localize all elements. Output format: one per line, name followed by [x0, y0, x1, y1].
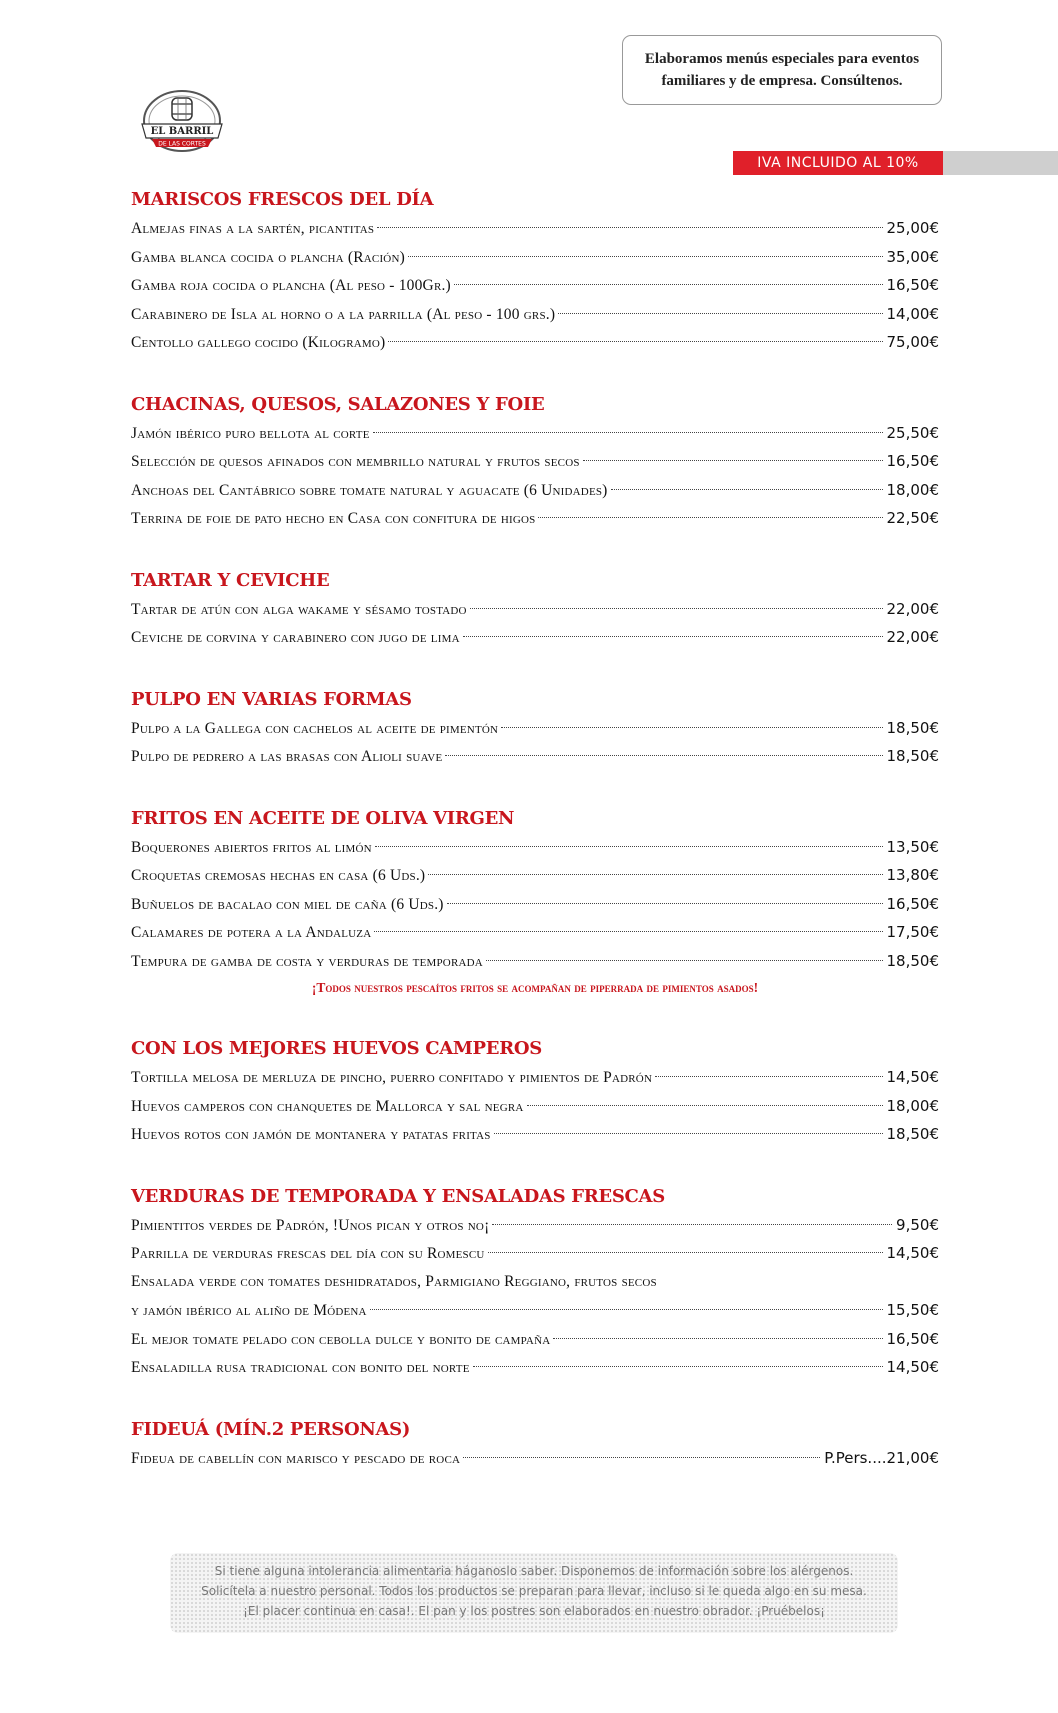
footer-line-3: ¡El placer continua en casa!. El pan y los postres son elaborados en nuestro obrador. ¡Pruébelos¡	[243, 1604, 825, 1618]
iva-label: IVA INCLUIDO AL 10%	[733, 151, 943, 175]
dot-leader	[377, 227, 882, 228]
item-price: 35,00€	[886, 247, 939, 266]
menu-item	[131, 419, 939, 448]
item-price: P.Pers....21,00€	[824, 1448, 939, 1467]
iva-banner	[733, 151, 1058, 175]
dot-leader	[463, 1457, 820, 1458]
item-price: 18,50€	[886, 747, 939, 765]
item-name: Gamba roja cocida o plancha (Al peso - 100Gr.)	[131, 277, 451, 294]
item-name: Jamón ibérico puro bellota al corte	[131, 424, 370, 442]
item-name: Ceviche de corvina y carabinero con jugo de lima	[131, 629, 460, 646]
item-price: 14,50€	[886, 1244, 939, 1262]
dot-leader	[370, 1309, 883, 1310]
dot-leader	[611, 489, 883, 490]
dot-leader	[488, 1252, 883, 1253]
item-name: Huevos rotos con jamón de montanera y patatas fritas	[131, 1126, 491, 1143]
section-title: TARTAR Y CEVICHE	[131, 569, 330, 591]
item-name: Tartar de atún con alga wakame y sésamo tostado	[131, 600, 467, 618]
dot-leader	[492, 1224, 892, 1225]
dot-leader	[486, 960, 883, 961]
item-price: 14,50€	[886, 1068, 939, 1086]
item-price: 18,00€	[886, 480, 939, 499]
menu-section	[131, 186, 939, 357]
menu-item	[131, 1239, 939, 1268]
menu-item	[131, 1211, 939, 1240]
item-price: 9,50€	[896, 1215, 939, 1234]
menu-item	[131, 742, 939, 771]
footer-line-2: Solicítela a nuestro personal. Todos los productos se preparan para llevar, incluso si le queda algo en su mesa.	[201, 1584, 867, 1598]
footer-line-1: Si tiene alguna intolerancia alimentaria háganoslo saber. Disponemos de información sobre los alérgenos.	[214, 1564, 854, 1578]
item-name: Selección de quesos afinados con membrillo natural y frutos secos	[131, 453, 580, 470]
menu-item	[131, 595, 939, 624]
item-price: 18,00€	[886, 1096, 939, 1115]
menu-section	[131, 686, 939, 771]
item-name: Anchoas del Cantábrico sobre tomate natural y aguacate (6 Unidades)	[131, 481, 608, 499]
menu-item	[131, 243, 939, 272]
item-price: 14,50€	[886, 1358, 939, 1376]
dot-leader	[428, 874, 882, 875]
section-title: MARISCOS FRESCOS DEL DÍA	[131, 189, 434, 210]
dot-leader	[454, 284, 883, 285]
item-price: 25,50€	[886, 423, 939, 442]
menu-item	[131, 947, 939, 976]
item-name: Buñuelos de bacalao con miel de caña (6 Uds.)	[131, 895, 444, 913]
item-price: 16,50€	[886, 452, 939, 470]
menu-item	[131, 300, 939, 329]
dot-leader	[463, 636, 883, 637]
item-price: 18,50€	[886, 1125, 939, 1143]
item-name: El mejor tomate pelado con cebolla dulce y bonito de campaña	[131, 1330, 551, 1348]
section-title: FIDEUÁ (MÍN.2 PERSONAS)	[131, 1418, 411, 1440]
item-price: 13,50€	[886, 837, 939, 856]
section-title: FRITOS EN ACEITE DE OLIVA VIRGEN	[131, 807, 515, 829]
menu-item	[131, 1444, 939, 1473]
item-name: Pimientitos verdes de Padrón, !Unos pican y otros no¡	[131, 1216, 490, 1234]
item-name: y jamón ibérico al aliño de Módena	[131, 1302, 367, 1319]
dot-leader	[583, 460, 883, 461]
section-title: CHACINAS, QUESOS, SALAZONES Y FOIE	[131, 393, 545, 415]
dot-leader	[558, 313, 882, 314]
section-title: CON LOS MEJORES HUEVOS CAMPEROS	[131, 1038, 542, 1059]
dot-leader	[447, 903, 883, 904]
menu-item	[131, 1353, 939, 1382]
dot-leader	[408, 256, 883, 257]
notice-line-1: Elaboramos menús especiales para eventos	[644, 51, 920, 67]
section-title: PULPO EN VARIAS FORMAS	[131, 688, 412, 710]
menu-section	[131, 1416, 939, 1473]
menu-section	[131, 1183, 939, 1382]
dot-leader	[655, 1076, 882, 1077]
item-price: 16,50€	[886, 1329, 939, 1348]
item-price: 18,50€	[886, 718, 939, 737]
item-price: 22,50€	[886, 509, 939, 527]
menu-item	[131, 447, 939, 476]
svg-text:DE LAS CORTES: DE LAS CORTES	[158, 140, 206, 148]
dot-leader	[473, 1366, 883, 1367]
item-name: Fideua de cabellín con marisco y pescado de roca	[131, 1449, 461, 1467]
menu-item	[131, 1296, 939, 1325]
item-name: Calamares de potera a la Andaluza	[131, 924, 372, 941]
menu-item	[131, 861, 939, 890]
menu-item	[131, 623, 939, 652]
item-price: 15,50€	[886, 1301, 939, 1319]
dot-leader	[373, 432, 883, 433]
item-price: 17,50€	[886, 923, 939, 941]
dot-leader	[494, 1133, 883, 1134]
item-name: Croquetas cremosas hechas en casa (6 Uds.)	[131, 867, 426, 884]
item-name: Tortilla melosa de merluza de pincho, puerro confitado y pimientos de Padrón	[131, 1069, 653, 1086]
item-name: Boquerones abiertos fritos al limón	[131, 838, 372, 856]
item-name: Gamba blanca cocida o plancha (Ración)	[131, 248, 405, 266]
dot-leader	[501, 727, 882, 728]
menu-item	[131, 1268, 939, 1297]
menu-item	[131, 890, 939, 919]
menu-section	[131, 1035, 939, 1149]
special-menus-notice	[622, 35, 942, 105]
menu-item	[131, 271, 939, 300]
item-price: 75,00€	[886, 333, 939, 351]
item-name: Terrina de foie de pato hecho en Casa con confitura de higos	[131, 510, 536, 527]
el-barril-logo	[134, 88, 230, 158]
item-price: 16,50€	[886, 276, 939, 294]
menu-item	[131, 1325, 939, 1354]
item-name: Huevos camperos con chanquetes de Mallorca y sal negra	[131, 1097, 524, 1115]
item-name: Parrilla de verduras frescas del día con su Romescu	[131, 1245, 485, 1262]
item-price: 16,50€	[886, 894, 939, 913]
menu-item	[131, 833, 939, 862]
section-title: VERDURAS DE TEMPORADA Y ENSALADAS FRESCAS	[131, 1185, 665, 1207]
item-price: 18,50€	[886, 951, 939, 970]
dot-leader	[527, 1105, 883, 1106]
menu-item	[131, 918, 939, 947]
dot-leader	[374, 931, 882, 932]
item-name: Almejas finas a la sartén, picantitas	[131, 220, 375, 237]
item-price: 25,00€	[886, 219, 939, 237]
allergen-footer	[170, 1553, 898, 1633]
dot-leader	[538, 517, 882, 518]
dot-leader	[445, 755, 882, 756]
svg-text:EL BARRIL: EL BARRIL	[150, 126, 214, 137]
menu-item	[131, 1120, 939, 1149]
item-price: 13,80€	[886, 866, 939, 884]
item-name: Ensaladilla rusa tradicional con bonito del norte	[131, 1359, 470, 1376]
menu-item	[131, 1092, 939, 1121]
menu-section	[131, 391, 939, 533]
menu-item	[131, 328, 939, 357]
dot-leader	[375, 846, 883, 847]
menu-item	[131, 214, 939, 243]
menu-section	[131, 567, 939, 652]
menu-item	[131, 504, 939, 533]
section-note: ¡Todos nuestros pescaítos fritos se acompañan de piperrada de pimientos asados!	[311, 980, 759, 995]
notice-line-2: familiares y de empresa. Consúltenos.	[661, 73, 903, 89]
menu-list	[131, 186, 939, 1506]
item-price: 22,00€	[886, 628, 939, 646]
item-name: Centollo gallego cocido (Kilogramo)	[131, 334, 386, 351]
menu-section	[131, 805, 939, 1002]
menu-item	[131, 714, 939, 743]
item-name: Carabinero de Isla al horno o a la parrilla (Al peso - 100 grs.)	[131, 305, 556, 323]
dot-leader	[388, 341, 882, 342]
item-price: 22,00€	[886, 599, 939, 618]
item-name: Tempura de gamba de costa y verduras de temporada	[131, 952, 483, 970]
dot-leader	[470, 608, 883, 609]
item-name: Ensalada verde con tomates deshidratados, Parmigiano Reggiano, frutos secos	[131, 1272, 657, 1290]
menu-item	[131, 476, 939, 505]
menu-item	[131, 1063, 939, 1092]
item-price: 14,00€	[886, 304, 939, 323]
item-name: Pulpo de pedrero a las brasas con Alioli suave	[131, 748, 443, 765]
item-name: Pulpo a la Gallega con cachelos al aceite de pimentón	[131, 719, 499, 737]
dot-leader	[553, 1338, 882, 1339]
